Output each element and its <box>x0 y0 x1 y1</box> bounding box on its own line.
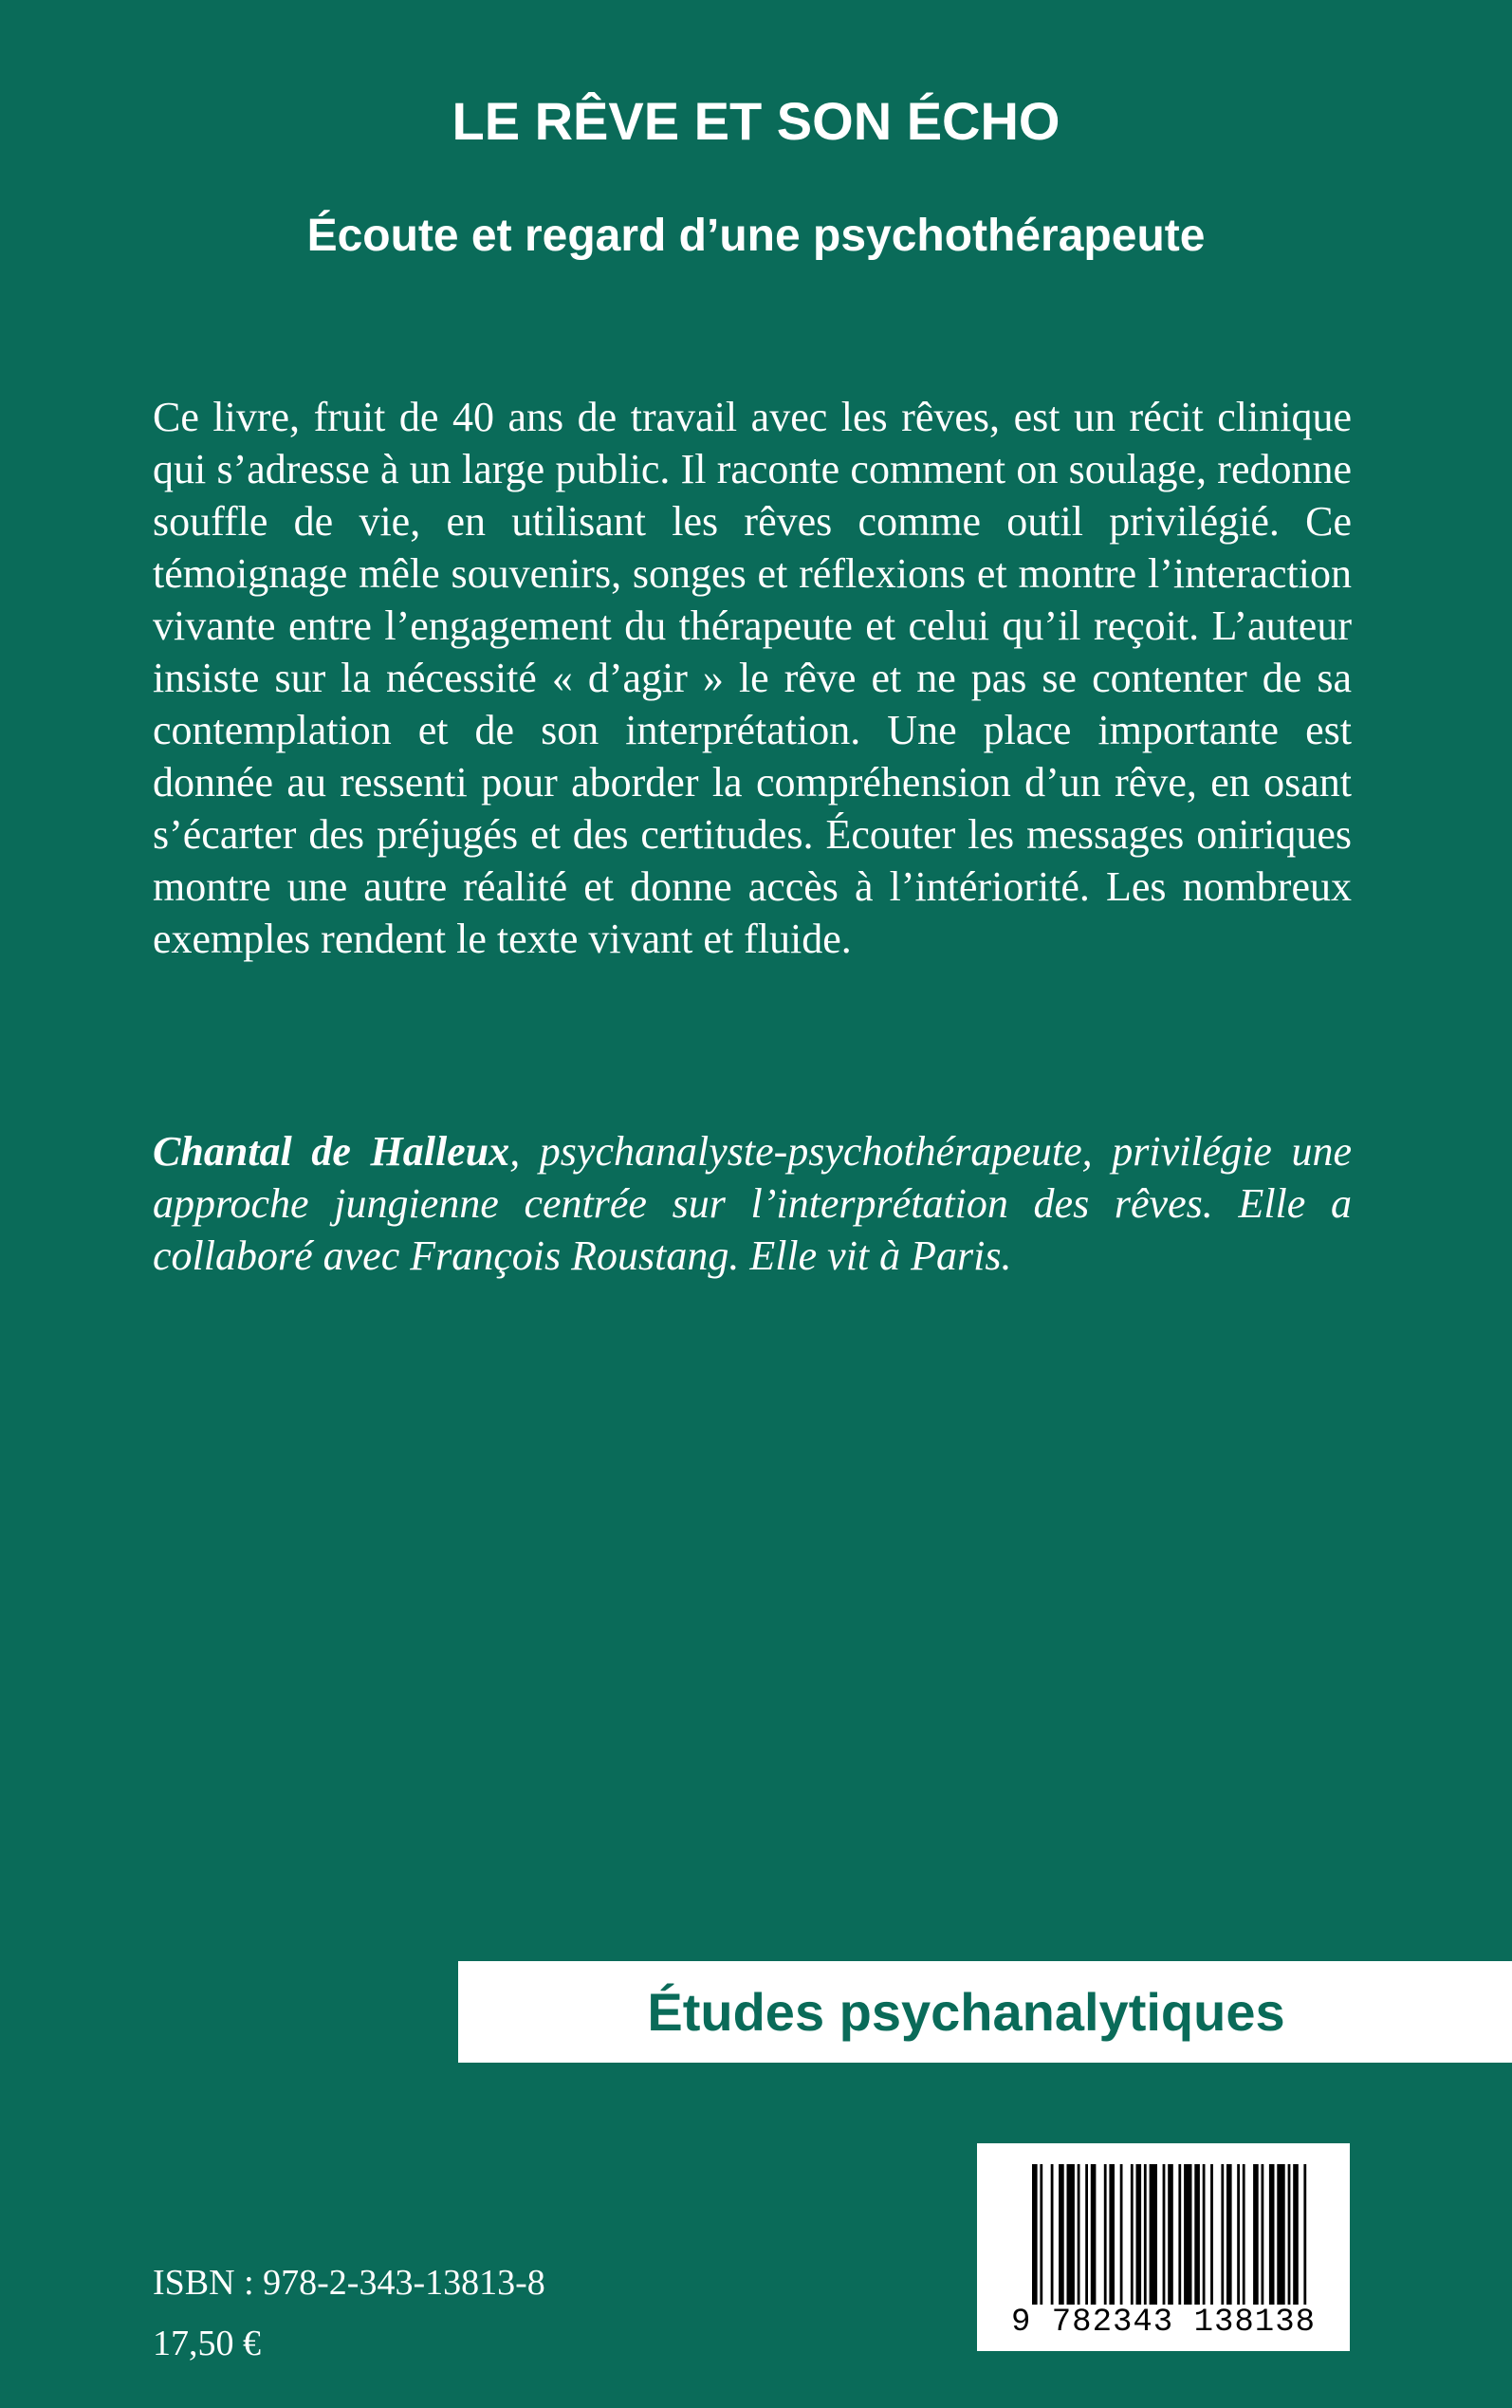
barcode-bar <box>1120 2164 1123 2305</box>
barcode-bar <box>1136 2164 1142 2305</box>
barcode-bar <box>1194 2164 1200 2305</box>
barcode-bar <box>1237 2164 1240 2305</box>
barcode-bar <box>1269 2164 1275 2305</box>
barcode-bar <box>1253 2164 1259 2305</box>
price: 17,50 € <box>153 2324 261 2363</box>
book-subtitle: Écoute et regard d’une psychothérapeute <box>306 211 1206 261</box>
barcode-bar <box>1178 2164 1181 2305</box>
barcode-bar <box>1210 2164 1213 2305</box>
barcode-bar <box>1226 2164 1232 2305</box>
collection-band <box>458 1961 1512 2063</box>
barcode-bar <box>1131 2164 1134 2305</box>
barcode-bar <box>1091 2164 1097 2305</box>
author-bio <box>153 1125 1352 1282</box>
book-blurb: Ce livre, fruit de 40 ans de travail avec les rêves, est un récit clinique qui s’adresse à un large public. Il raconte comment on soulage, redonne souffle de vie, en utilisant les rêves comme outil privilégié. Ce témoignage mêle souvenirs, songes et réflexions et montre l’interaction vivante entre l’engagement du thérapeute et celui qu’il reçoit. L’auteur insiste sur la nécessité « d’agir » le rêve et ne pas se contenter de sa contemplation et de son interprétation. Une place importante est donnée au ressenti pour aborder la compréhension d’un rêve, en osant s’écarter des préjugés et des certitudes. Écouter les messages oniriques montre une autre réalité et donne accès à l’intériorité. Les nombreux exemples rendent le texte vivant et fluide. <box>153 394 1352 962</box>
isbn: ISBN : 978-2-343-13813-8 <box>153 2263 545 2303</box>
barcode-bar <box>1078 2164 1080 2305</box>
barcode-bar <box>1243 2164 1245 2305</box>
barcode-bar <box>1104 2164 1107 2305</box>
barcode-bar <box>1150 2164 1157 2305</box>
barcode <box>977 2143 1350 2351</box>
barcode-bar <box>1163 2164 1166 2305</box>
author-bio-text: , psychanalyste-psychothérapeute, privilégie une approche jungienne centrée sur l’interprétation des rêves. Elle a collaboré avec François Roustang. Elle vit à Paris. <box>153 1128 1352 1279</box>
barcode-bar <box>1288 2164 1291 2305</box>
author-name: Chantal de Halleux <box>153 1128 510 1175</box>
barcode-bar <box>1277 2164 1284 2305</box>
barcode-bar <box>1144 2164 1147 2305</box>
barcode-bar <box>1109 2164 1115 2305</box>
barcode-bar <box>1051 2164 1054 2305</box>
barcode-bar <box>1184 2164 1191 2305</box>
barcode-bar <box>1085 2164 1088 2305</box>
barcode-bar <box>1303 2164 1306 2305</box>
barcode-bar <box>1168 2164 1173 2305</box>
book-title: LE RÊVE ET SON ÉCHO <box>452 91 1060 151</box>
barcode-bar <box>1067 2164 1075 2305</box>
barcode-bar <box>1032 2164 1038 2305</box>
collection-name: Études psychanalytiques <box>647 1982 1285 2042</box>
barcode-bar <box>1203 2164 1206 2305</box>
barcode-bar <box>1221 2164 1224 2305</box>
barcode-bar <box>1293 2164 1299 2305</box>
barcode-bar <box>1040 2164 1042 2305</box>
barcode-bar <box>1262 2164 1264 2305</box>
barcode-bar <box>1059 2164 1064 2305</box>
barcode-digits: 9 782343 138138 <box>1010 2305 1317 2341</box>
